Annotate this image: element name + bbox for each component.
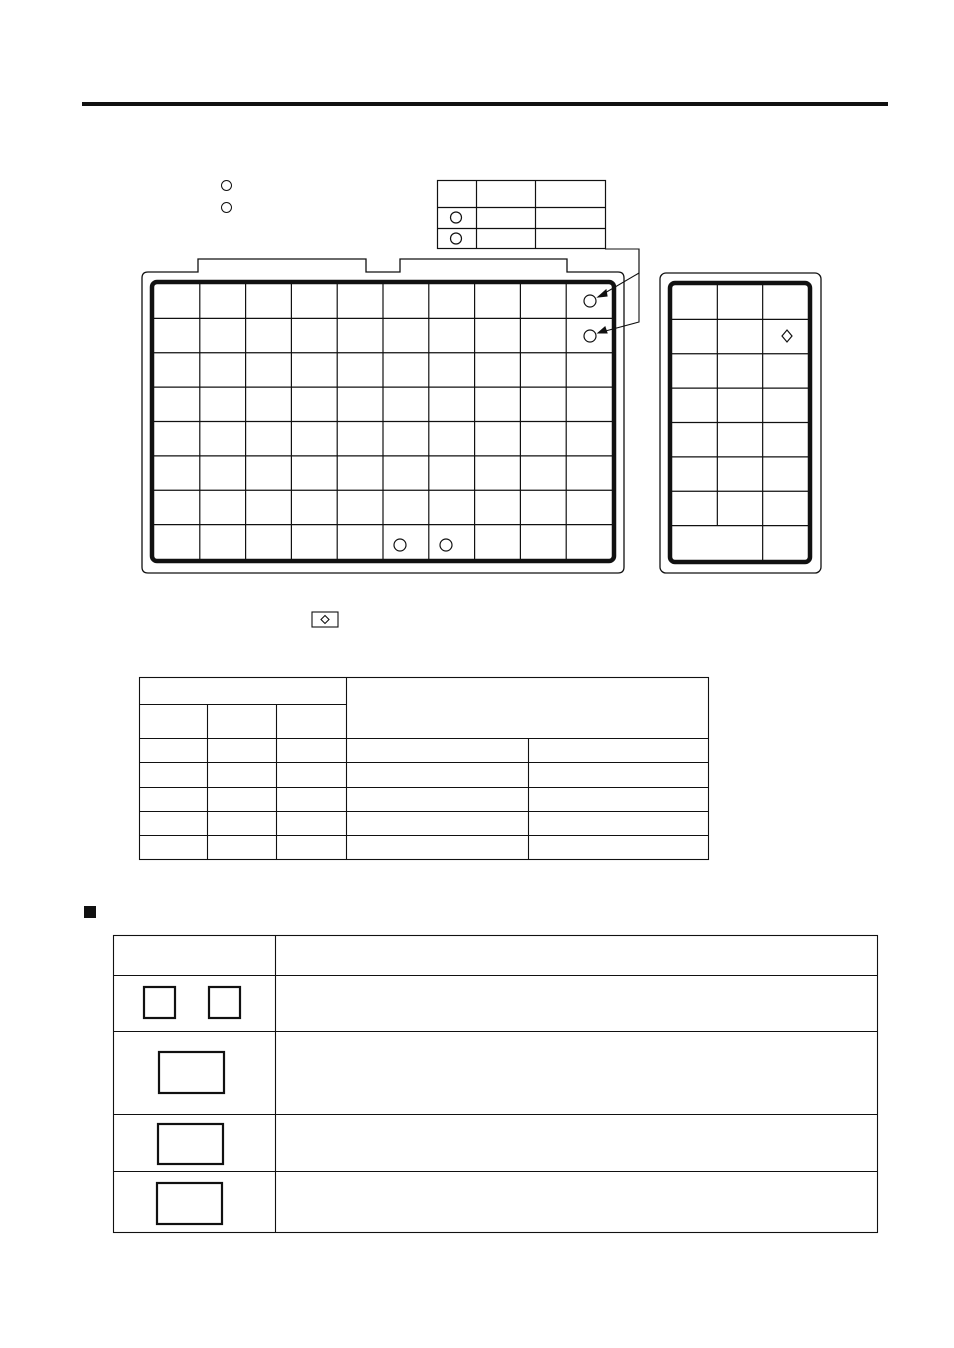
marker-circle-r8c6 xyxy=(394,539,406,551)
wide-key-symbol-1 xyxy=(159,1052,224,1093)
marker-circle-r2c10 xyxy=(584,330,596,342)
legend-table xyxy=(0,880,954,1240)
wide-key-symbol-3 xyxy=(157,1183,222,1224)
marker-circle-r8c7 xyxy=(440,539,452,551)
small-key-symbol-b xyxy=(209,987,240,1018)
numeric-keypad xyxy=(660,273,821,573)
key-table xyxy=(140,678,709,860)
marker-circle-r1c10 xyxy=(584,295,596,307)
diamond-note-key xyxy=(312,612,338,627)
wide-key-symbol-2 xyxy=(158,1124,223,1164)
small-key-symbol-a xyxy=(144,987,175,1018)
small-mapping-table xyxy=(438,181,606,249)
callout-arrows xyxy=(598,249,639,333)
main-keyboard xyxy=(142,259,624,573)
diamond-marker-pad xyxy=(782,330,792,342)
